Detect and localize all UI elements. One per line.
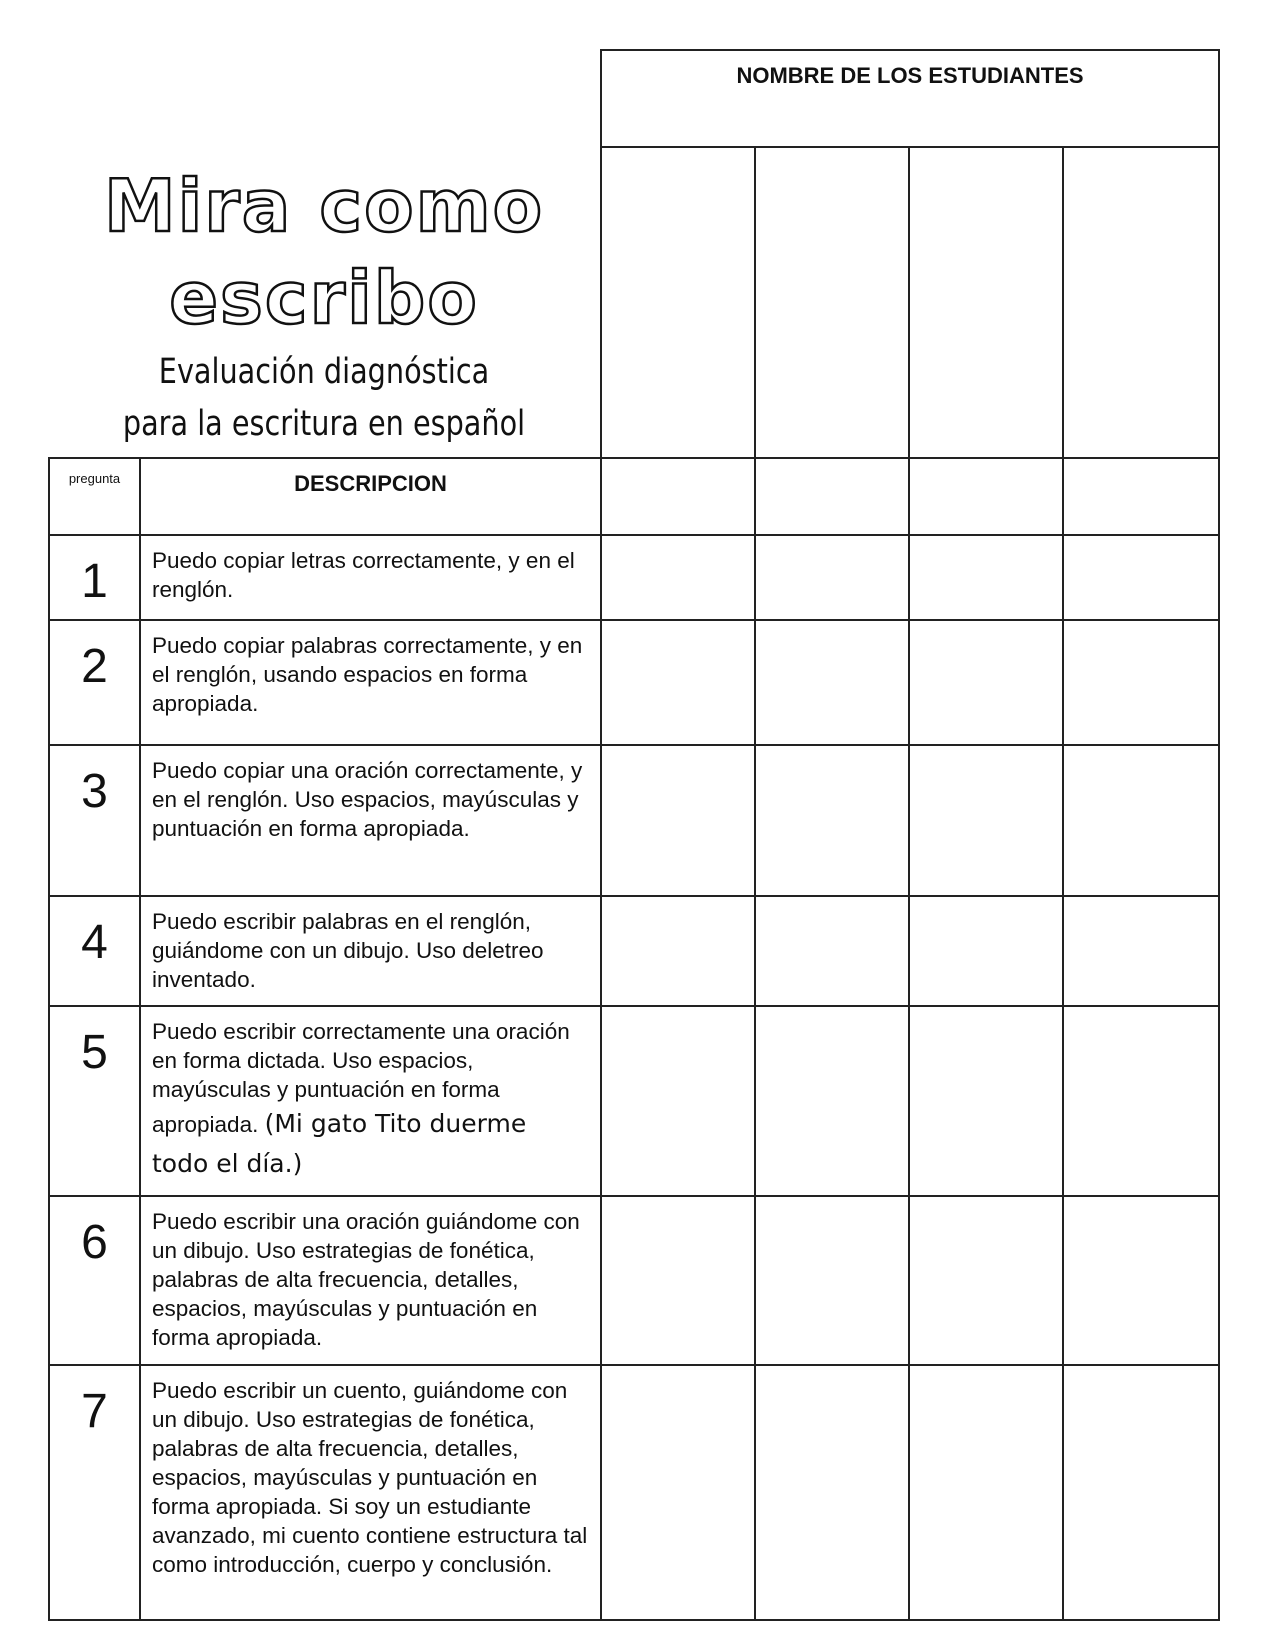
question-description: Puedo escribir palabras en el renglón, guiándome con un dibujo. Uso deletreo inventado. [140, 896, 601, 1006]
table-row [49, 1365, 1219, 1620]
question-description [140, 1006, 601, 1196]
score-cell[interactable] [601, 745, 755, 896]
title-area [49, 50, 601, 458]
student-name-cell[interactable] [601, 147, 755, 458]
score-cell[interactable] [601, 458, 755, 535]
score-cell[interactable] [755, 1006, 909, 1196]
question-description-text: Puedo escribir correctamente una oración en forma dictada. Uso espacios, mayúsculas y puntuación en forma apropiada. [152, 1019, 570, 1137]
question-number: 4 [49, 896, 140, 1006]
score-cell[interactable] [909, 745, 1063, 896]
score-cell[interactable] [909, 535, 1063, 620]
score-cell[interactable] [601, 620, 755, 745]
question-description: Puedo copiar palabras correctamente, y en el renglón, usando espacios en forma apropiada. [140, 620, 601, 745]
question-description: Puedo copiar una oración correctamente, y en el renglón. Uso espacios, mayúsculas y puntuación en forma apropiada. [140, 745, 601, 896]
table-row [49, 1006, 1219, 1196]
score-cell[interactable] [601, 1196, 755, 1365]
score-cell[interactable] [1063, 896, 1219, 1006]
score-cell[interactable] [1063, 1006, 1219, 1196]
question-number: 6 [49, 1196, 140, 1365]
student-name-cell[interactable] [755, 147, 909, 458]
student-name-cell[interactable] [909, 147, 1063, 458]
score-cell[interactable] [1063, 1365, 1219, 1620]
table-row [49, 745, 1219, 896]
score-cell[interactable] [909, 1365, 1063, 1620]
score-cell[interactable] [755, 620, 909, 745]
score-cell[interactable] [909, 1196, 1063, 1365]
question-number: 2 [49, 620, 140, 745]
score-cell[interactable] [601, 896, 755, 1006]
score-cell[interactable] [1063, 458, 1219, 535]
score-cell[interactable] [755, 1365, 909, 1620]
score-cell[interactable] [1063, 745, 1219, 896]
description-header: DESCRIPCION [140, 458, 601, 535]
score-cell[interactable] [601, 1006, 755, 1196]
score-cell[interactable] [755, 458, 909, 535]
score-cell[interactable] [909, 1006, 1063, 1196]
score-cell[interactable] [909, 458, 1063, 535]
subtitle-line-1: Evaluación diagnóstica [158, 352, 490, 392]
question-number: 7 [49, 1365, 140, 1620]
student-name-cell[interactable] [1063, 147, 1219, 458]
assessment-table [48, 49, 1220, 1621]
score-cell[interactable] [1063, 1196, 1219, 1365]
subtitle-line-2: para la escritura en español [122, 404, 526, 444]
question-header: pregunta [49, 458, 140, 535]
score-cell[interactable] [601, 535, 755, 620]
score-cell[interactable] [755, 745, 909, 896]
table-row [49, 535, 1219, 620]
table-row [49, 896, 1219, 1006]
dictation-example: (Mi gato Tito duerme todo el día.) [152, 1109, 527, 1178]
question-description: Puedo escribir una oración guiándome con un dibujo. Uso estrategias de fonética, palabras de alta frecuencia, detalles, espacios, mayúsculas y puntuación en forma apropiada. [140, 1196, 601, 1365]
title-line-1: Mira como [103, 164, 545, 248]
score-cell[interactable] [909, 896, 1063, 1006]
question-description: Puedo escribir un cuento, guiándome con un dibujo. Uso estrategias de fonética, palabras de alta frecuencia, detalles, espacios, mayúsculas y puntuación en forma apropiada. Si soy un estudiante avanzado, mi cuento contiene estructura tal como introducción, cuerpo y conclusión. [140, 1365, 601, 1620]
score-cell[interactable] [755, 896, 909, 1006]
table-row [49, 1196, 1219, 1365]
question-number: 3 [49, 745, 140, 896]
title-line-2: escribo [169, 256, 479, 340]
question-description: Puedo copiar letras correctamente, y en el renglón. [140, 535, 601, 620]
score-cell[interactable] [1063, 535, 1219, 620]
score-cell[interactable] [909, 620, 1063, 745]
score-cell[interactable] [755, 535, 909, 620]
score-cell[interactable] [755, 1196, 909, 1365]
question-number: 1 [49, 535, 140, 620]
students-header: NOMBRE DE LOS ESTUDIANTES [601, 50, 1219, 147]
score-cell[interactable] [601, 1365, 755, 1620]
question-number: 5 [49, 1006, 140, 1196]
score-cell[interactable] [1063, 620, 1219, 745]
table-row [49, 620, 1219, 745]
